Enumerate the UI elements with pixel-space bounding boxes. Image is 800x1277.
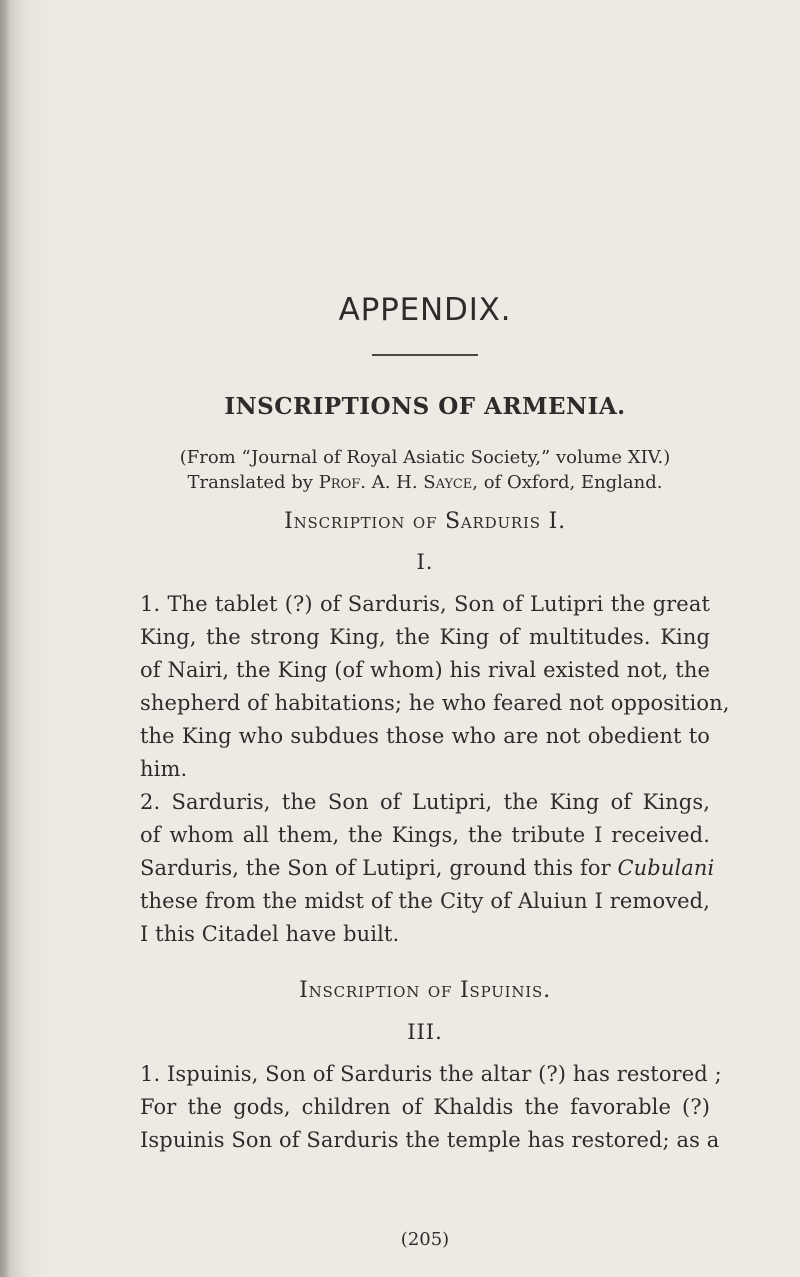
heading-rule — [372, 354, 478, 356]
sarduris-line: I this Citadel have built. — [140, 922, 400, 946]
sarduris-line: the King who subdues those who are not obedient to — [140, 724, 710, 748]
ispuinis-line: For the gods, children of Khaldis the favorable (?) — [140, 1095, 710, 1119]
appendix-heading: APPENDIX. — [338, 292, 512, 328]
sarduris-line: of Nairi, the King (of whom) his rival existed not, the — [140, 658, 710, 682]
binding-gutter — [0, 0, 10, 1277]
sarduris-line: of whom all them, the Kings, the tribute I received. — [140, 823, 710, 847]
sarduris-line-text: Sarduris, the Son of Lutipri, ground this for — [140, 856, 618, 880]
sarduris-line: King, the strong King, the King of multitudes. King — [140, 625, 710, 649]
translator-prefix: Translated by — [187, 472, 319, 493]
translator-suffix: , of Oxford, England. — [472, 472, 663, 493]
sarduris-line: 1. The tablet (?) of Sarduris, Son of Lutipri the great — [140, 592, 710, 616]
ispuinis-section-title: Inscription of Ispuinis. — [299, 978, 551, 1003]
page-content — [140, 0, 730, 1277]
ispuinis-line: Ispuinis Son of Sarduris the temple has restored; as a — [140, 1128, 720, 1152]
sarduris-numeral: I. — [416, 550, 434, 574]
translator-name: Prof. A. H. Sayce — [318, 472, 473, 493]
sarduris-line-with-italic — [140, 853, 715, 883]
source-note — [140, 445, 710, 495]
inscriptions-subtitle: INSCRIPTIONS OF ARMENIA. — [224, 393, 626, 420]
sarduris-line: 2. Sarduris, the Son of Lutipri, the King of Kings, — [140, 790, 710, 814]
sarduris-line: him. — [140, 757, 188, 781]
ispuinis-numeral: III. — [407, 1020, 443, 1044]
sarduris-line: shepherd of habitations; he who feared not opposition, — [140, 691, 730, 715]
page-number: (205) — [400, 1229, 450, 1250]
sarduris-line: these from the midst of the City of Aluiun I removed, — [140, 889, 710, 913]
cubulani-term: Cubulani — [617, 856, 715, 880]
sarduris-section-title: Inscription of Sarduris I. — [284, 509, 566, 534]
ispuinis-line: 1. Ispuinis, Son of Sarduris the altar (?) has restored ; — [140, 1062, 722, 1086]
translator-line — [140, 470, 710, 495]
source-citation: (From “Journal of Royal Asiatic Society,” volume XIV.) — [179, 447, 671, 468]
